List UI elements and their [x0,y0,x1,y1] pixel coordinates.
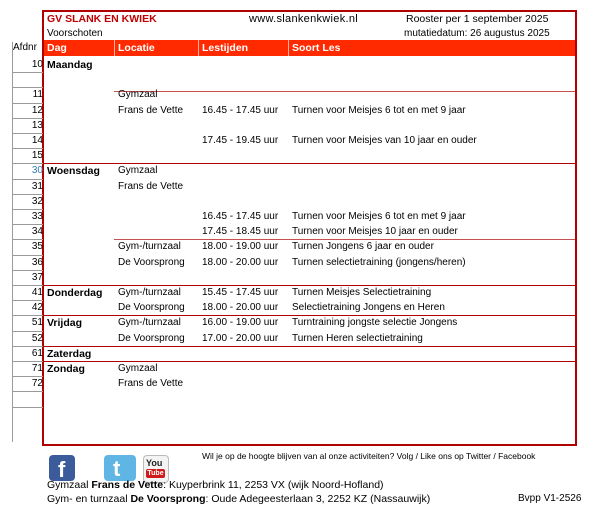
social-cta: Wil je op de hoogte blijven van al onze activiteiten? Volg / Like ons op Twitter / Facebook [202,451,536,461]
afdnr-row-line [12,331,43,332]
schedule-title: Rooster per 1 september 2025 [406,13,549,25]
afdnr-cell: 52 [31,332,43,344]
afdnr-row-line [12,300,43,301]
day-cell: Zondag [47,363,85,375]
afdnr-row-line [12,361,43,362]
location-cell: Gymzaal [118,89,158,101]
time-cell: 17.45 - 19.45 uur [202,135,279,146]
afdnr-row-line [12,87,43,88]
afdnr-cell: 32 [31,195,43,207]
time-cell: 16.45 - 17.45 uur [202,211,279,222]
location-cell: Gym-/turnzaal [118,241,181,253]
afdnr-cell: 51 [31,317,43,329]
afdnr-row-line [12,391,43,392]
day-cell: Maandag [47,59,93,71]
day-cell: Woensdag [47,165,100,178]
afdnr-cell: 34 [31,226,43,238]
location-cell: Gymzaal [118,165,158,177]
footer-2-venue: De Voorsprong [130,493,206,505]
afdnr-row-line [12,224,43,225]
afdnr-row-line [12,376,43,377]
footer-address-1 [47,479,384,491]
lesson-cell: Turnen Jongens 6 jaar en ouder [292,241,434,253]
afdnr-row-line [12,118,43,119]
block-separator [44,361,575,362]
time-cell: 18.00 - 19.00 uur [202,241,279,253]
afdnr-cell: 31 [31,180,43,192]
block-separator [44,163,575,164]
facebook-glyph: f [58,457,66,482]
location-cell: Gym-/turnzaal [118,317,181,329]
afdnr-row-line [12,103,43,104]
time-cell: 16.00 - 19.00 uur [202,317,279,329]
block-separator [44,346,575,347]
location-cell: De Voorsprong [118,332,185,344]
time-cell: 16.45 - 17.45 uur [202,104,279,116]
time-cell: 17.00 - 20.00 uur [202,332,279,344]
afdnr-cell: 41 [31,287,43,298]
lesson-cell: Turnen selectietraining (jongens/heren) [292,256,466,268]
afdnr-row-line [12,209,43,210]
header-sep [114,40,115,56]
lesson-cell: Turnen Meisjes Selectietraining [292,287,432,298]
youtube-tube: Tube [147,470,164,477]
afdnr-cell: 15 [31,150,43,162]
column-afdnr: Afdnr [13,42,37,53]
afdnr-cell: 12 [31,104,43,116]
sub-separator [114,91,575,92]
afdnr-cell: 30 [31,165,43,177]
club-name: GV SLANK EN KWIEK [47,13,157,25]
twitter-icon[interactable] [104,455,136,481]
location-cell: Frans de Vette [118,180,184,192]
afdnr-row-line [12,163,43,164]
afdnr-cell: 61 [31,347,43,359]
afdnr-row-line [12,285,43,286]
footer-address-2 [47,493,430,505]
footer-1-venue: Frans de Vette [91,479,164,491]
lesson-cell: Turnen voor Meisjes van 10 jaar en ouder [292,135,477,146]
afdnr-cell: 35 [31,241,43,253]
afdnr-cell: 14 [31,135,43,146]
afdnr-row-line [12,315,43,316]
footer-2-prefix: Gym- en turnzaal [47,493,131,505]
block-separator [44,315,575,316]
afdnr-row-line [12,72,43,73]
sub-separator [114,239,575,240]
column-lestijden: Lestijden [202,42,249,54]
afdnr-row-line [12,179,43,180]
day-cell: Donderdag [47,287,103,299]
location-cell: De Voorsprong [118,302,185,314]
afdnr-cell: 36 [31,256,43,268]
lesson-cell: Turnen voor Meisjes 6 tot en met 9 jaar [292,211,466,222]
afdnr-row-line [12,407,43,408]
afdnr-row-line [12,133,43,134]
afdnr-cell: 72 [31,378,43,390]
lesson-cell: Turnen voor Meisjes 6 tot en met 9 jaar [292,104,466,116]
header-sep [198,40,199,56]
afdnr-row-line [12,346,43,347]
footer-1-rest: : Kuyperbrink 11, 2253 VX (wijk Noord-Hofland) [163,479,384,491]
column-locatie: Locatie [118,42,155,54]
afdnr-row-line [12,255,43,256]
column-soort-les: Soort Les [292,42,341,54]
location-cell: Frans de Vette [118,104,184,116]
footer-2-rest: : Oude Adegeesterlaan 3, 2252 KZ (Nassauwijk) [205,493,431,505]
website-link[interactable]: www.slankenkwiek.nl [249,13,359,25]
youtube-you: You [146,458,163,468]
afdnr-row-line [12,270,43,271]
facebook-icon[interactable] [49,455,75,481]
lesson-cell: Turnen Heren selectietraining [292,332,423,344]
lesson-cell: Selectietraining Jongens en Heren [292,302,445,314]
time-cell: 17.45 - 18.45 uur [202,226,279,238]
column-dag: Dag [47,42,67,54]
location-cell: Gym-/turnzaal [118,287,181,298]
header-sep [288,40,289,56]
twitter-glyph: t [113,456,121,481]
location-cell: Gymzaal [118,363,158,374]
time-cell: 15.45 - 17.45 uur [202,287,279,298]
afdnr-cell: 11 [32,89,43,101]
location-cell: De Voorsprong [118,256,185,268]
afdnr-cell: 42 [31,302,43,314]
afdnr-row-line [12,194,43,195]
time-cell: 18.00 - 20.00 uur [202,302,279,314]
mutation-date: mutatiedatum: 26 augustus 2025 [404,28,550,39]
afdnr-cell: 13 [31,119,43,131]
footer-1-prefix: Gymzaal [47,479,92,491]
location-cell: Frans de Vette [118,378,184,390]
afdnr-cell: 37 [31,271,43,283]
lesson-cell: Turntraining jongste selectie Jongens [292,317,458,329]
afdnr-cell: 10 [31,59,43,70]
afdnr-cell: 33 [31,211,43,222]
block-separator [44,285,575,286]
version-label: Bvpp V1-2526 [518,493,582,504]
lesson-cell: Turnen voor Meisjes 10 jaar en ouder [292,226,458,238]
place-name: Voorschoten [47,28,103,39]
afdnr-row-line [12,239,43,240]
day-cell: Vrijdag [47,317,83,330]
day-cell: Zaterdag [47,347,92,360]
afdnr-cell: 71 [31,363,43,374]
time-cell: 18.00 - 20.00 uur [202,256,279,268]
afdnr-row-line [12,148,43,149]
